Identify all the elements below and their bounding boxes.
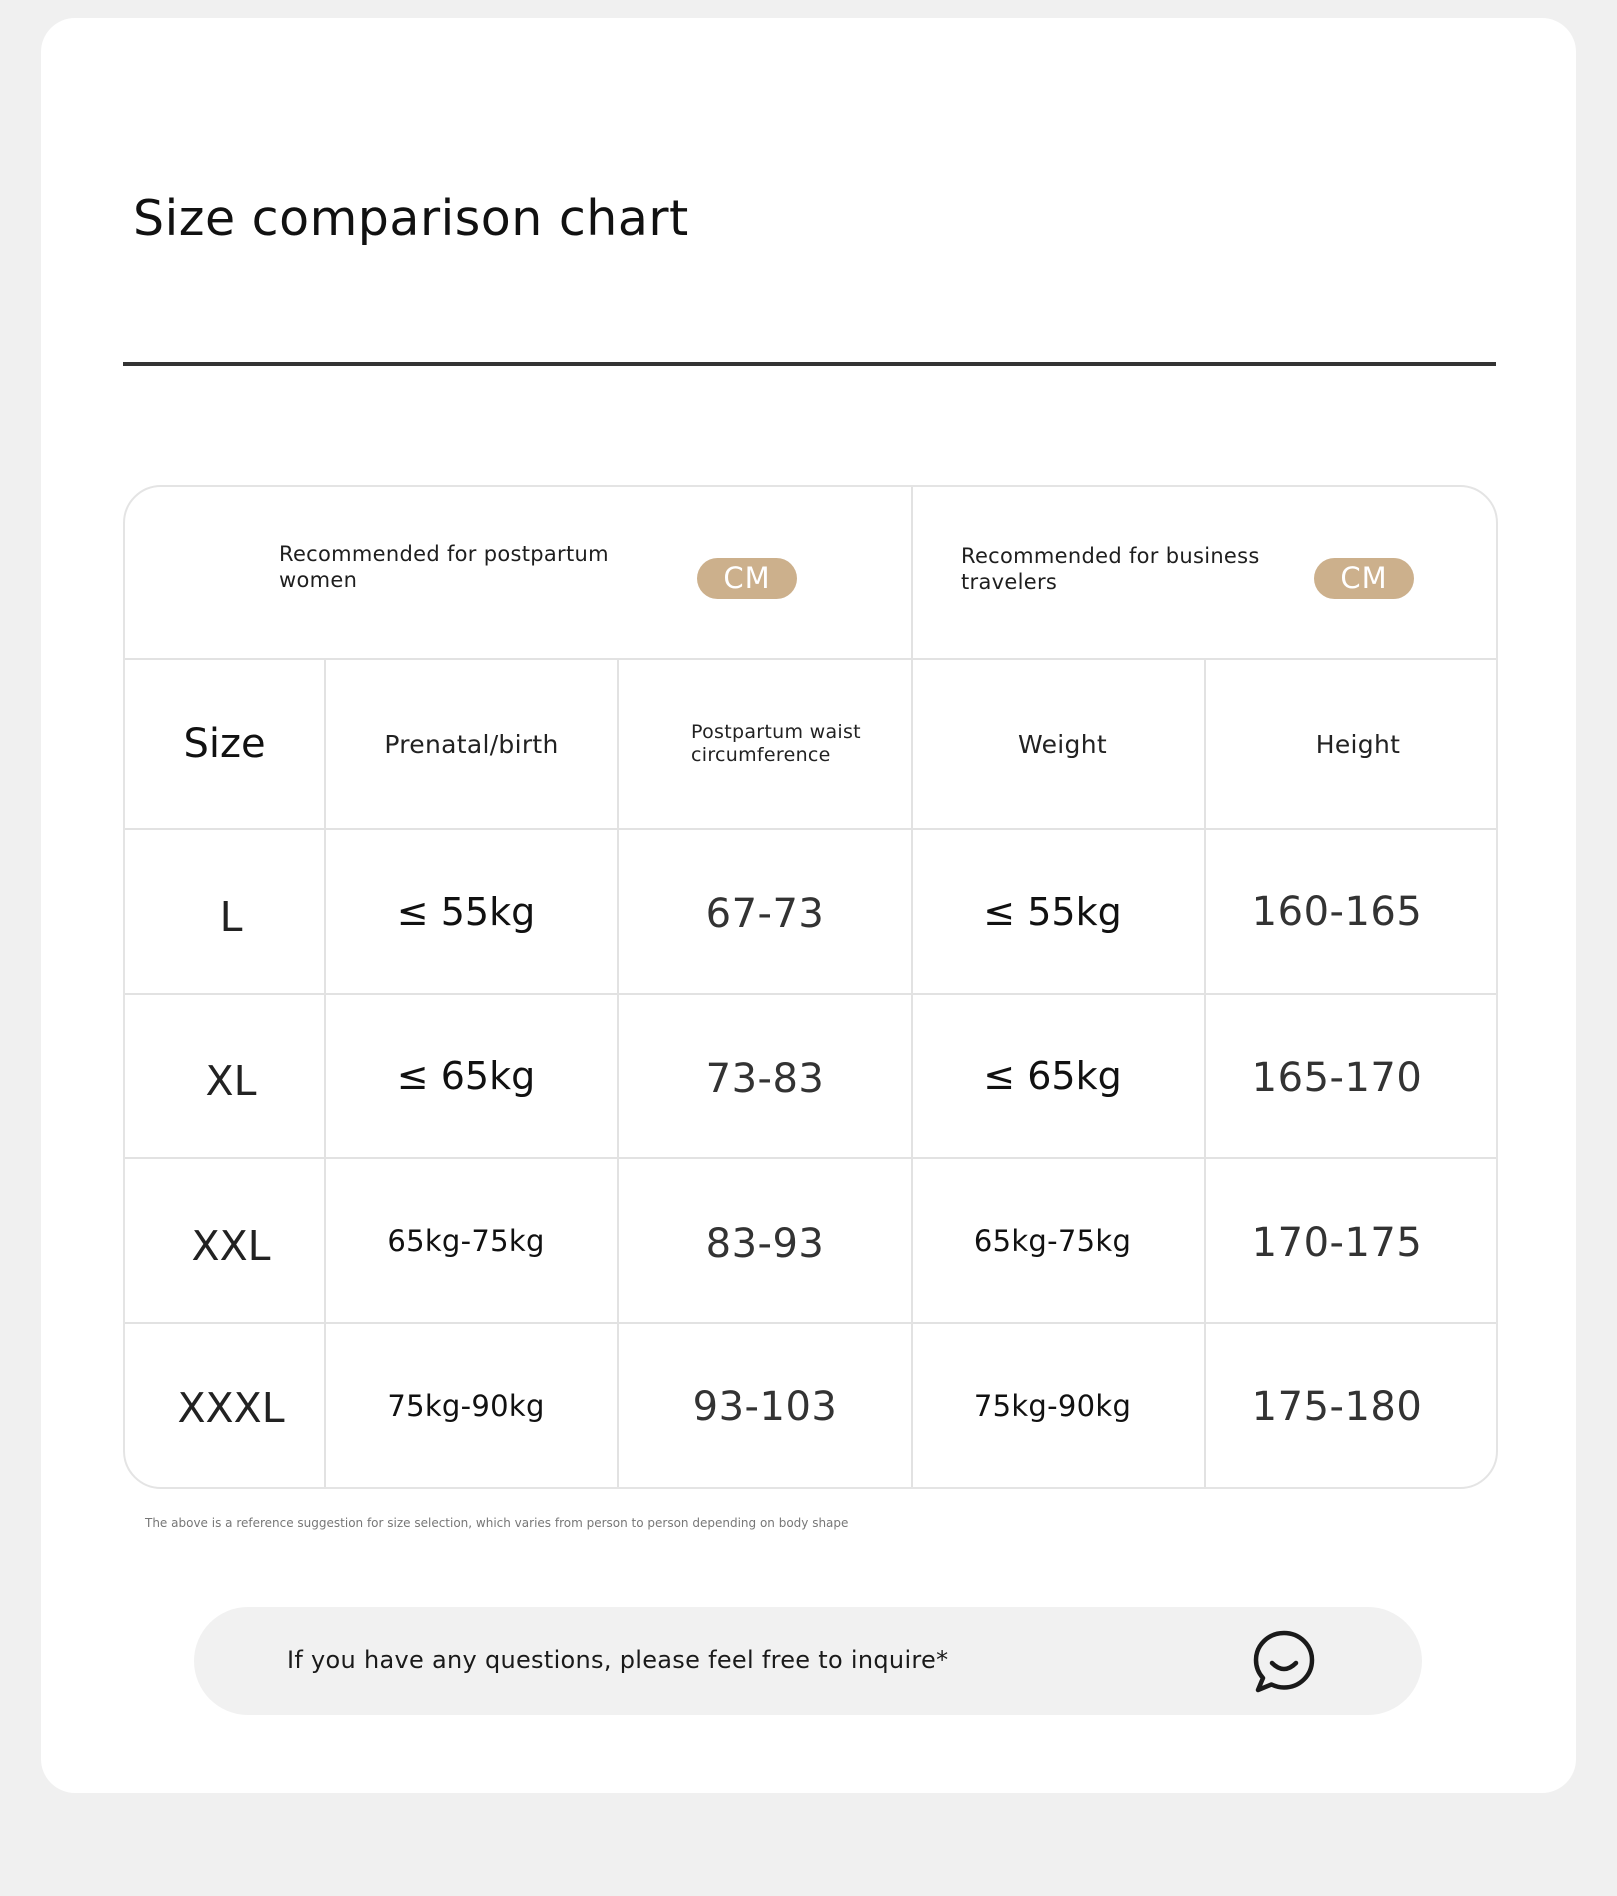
size-chart-card xyxy=(41,18,1576,1793)
height-cell: 175-180 xyxy=(1251,1383,1423,1430)
prenatal-cell: ≤ 65kg xyxy=(396,1054,536,1098)
column-header-weight: Weight xyxy=(1018,729,1107,759)
size-cell: XXL xyxy=(191,1221,271,1270)
cm-unit-badge: CM xyxy=(697,558,797,599)
group-header-business xyxy=(913,487,1496,658)
column-header-size: Size xyxy=(183,721,266,767)
prenatal-cell: ≤ 55kg xyxy=(396,889,536,934)
weight-cell: 75kg-90kg xyxy=(973,1388,1132,1423)
size-disclaimer: The above is a reference suggestion for size selection, which varies from person to person depending on body shape xyxy=(145,1516,849,1530)
chat-icon[interactable] xyxy=(1251,1628,1317,1694)
weight-cell: ≤ 65kg xyxy=(983,1054,1122,1098)
waist-cell: 83-93 xyxy=(705,1220,825,1267)
prenatal-cell: 75kg-90kg xyxy=(387,1388,545,1423)
size-cell: XL xyxy=(205,1057,257,1105)
inquire-text: If you have any questions, please feel free to inquire* xyxy=(287,1646,949,1674)
group-label: Recommended for business travelers xyxy=(961,544,1260,594)
column-header-height: Height xyxy=(1315,729,1401,759)
height-cell: 165-170 xyxy=(1251,1055,1423,1101)
size-cell: L xyxy=(219,892,243,941)
weight-cell: 65kg-75kg xyxy=(973,1223,1132,1258)
height-cell: 170-175 xyxy=(1251,1219,1423,1266)
column-header-waist: Postpartum waist circumference xyxy=(691,721,861,766)
prenatal-cell: 65kg-75kg xyxy=(387,1223,545,1258)
group-label: Recommended for postpartum women xyxy=(279,542,609,592)
group-header-postpartum xyxy=(125,487,911,658)
cm-unit-badge: CM xyxy=(1314,558,1414,599)
column-header-prenatal: Prenatal/birth xyxy=(384,729,559,759)
size-table xyxy=(123,485,1498,1489)
waist-cell: 93-103 xyxy=(692,1383,838,1430)
waist-cell: 73-83 xyxy=(705,1056,825,1102)
height-cell: 160-165 xyxy=(1251,888,1423,935)
waist-cell: 67-73 xyxy=(705,890,825,937)
page-title: Size comparison chart xyxy=(133,190,689,247)
inquire-bar[interactable] xyxy=(194,1607,1422,1715)
weight-cell: ≤ 55kg xyxy=(983,889,1122,934)
size-cell: XXXL xyxy=(177,1383,285,1432)
title-divider xyxy=(123,362,1496,366)
